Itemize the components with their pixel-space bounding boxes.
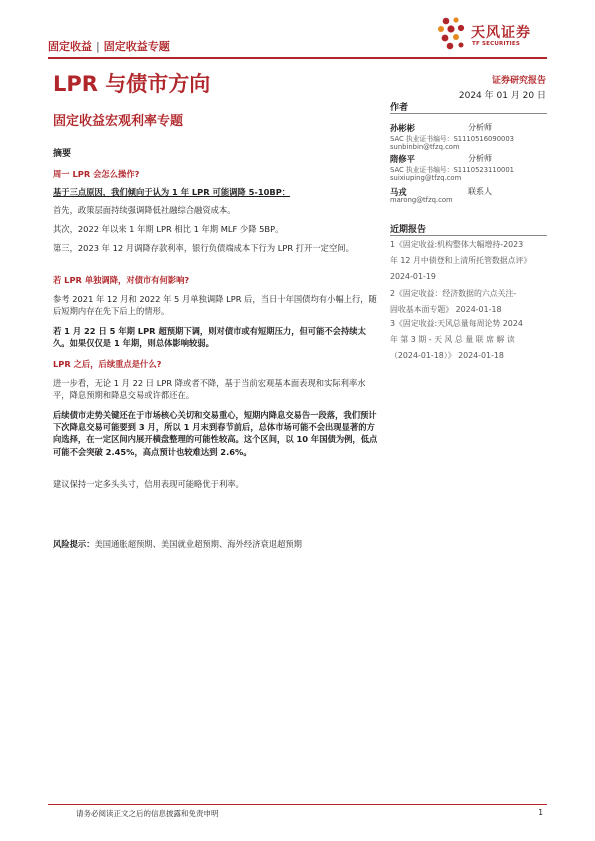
tf-logo-mark-icon xyxy=(437,16,467,52)
author-email[interactable]: sunbinbin@tfzq.com xyxy=(390,143,460,151)
company-logo xyxy=(437,16,549,54)
footer-divider xyxy=(48,804,547,805)
category-separator: | xyxy=(96,40,100,53)
footer-disclaimer: 请务必阅读正文之后的信息披露和免责申明 xyxy=(76,809,219,818)
risk-warning xyxy=(53,538,302,550)
recent-report-line: 固收基本面专题》 2024-01-18 xyxy=(390,305,502,315)
reason-1: 首先，政策层面持续强调降低社融综合融资成本。 xyxy=(53,205,236,215)
recent-report-line: 年 第 3 期 - 天 风 总 量 联 席 解 读 xyxy=(390,335,515,345)
author-email[interactable]: suixiuping@tfzq.com xyxy=(390,174,462,182)
author-name: 马戎 xyxy=(390,187,407,197)
suggestion: 建议保持一定多头头寸，信用表现可能略优于利率。 xyxy=(53,479,244,489)
author-role: 联系人 xyxy=(468,187,492,196)
risk-text: 美国通胀超预期、美国就业超预期、海外经济衰退超预期 xyxy=(94,539,302,549)
author-sac: SAC 执业证书编号：S1110523110001 xyxy=(390,166,514,174)
author-role: 分析师 xyxy=(468,154,492,163)
author-email[interactable]: marong@tfzq.com xyxy=(390,196,453,204)
impact-judgement: 若 1 月 22 日 5 年期 LPR 超预期下调，则对债市或有短期压力，但可能不会持续太久。如果仅仅是 1 年期，则总体影响较弱。 xyxy=(53,326,366,349)
question-1: 周一 LPR 会怎么操作? xyxy=(53,169,140,179)
report-category xyxy=(48,38,170,54)
risk-label: 风险提示： xyxy=(53,539,95,549)
recent-report-line: 年 12 月中债登和上清所托管数据点评》 xyxy=(390,256,532,266)
recent-report-item[interactable] xyxy=(390,237,547,286)
page-number: 1 xyxy=(538,808,543,817)
author-name: 隋修平 xyxy=(390,154,415,164)
recent-report-item[interactable] xyxy=(390,286,547,318)
summary-heading: 摘要 xyxy=(53,149,72,159)
category-label: 固定收益 xyxy=(48,40,92,53)
reason-2: 其次，2022 年以来 1 年期 LPR 相比 1 年期 MLF 少降 5BP。 xyxy=(53,224,284,234)
report-type: 证券研究报告 xyxy=(491,76,546,86)
report-subtitle: 固定收益宏观利率专题 xyxy=(53,114,184,129)
recent-report-line: （2024-01-18）》 2024-01-18 xyxy=(390,351,504,361)
outlook-2: 后续债市走势关键还在于市场核心关切和交易重心，短期内降息交易告一段落，我们预计下次降息交易可能要到 3 月，所以 1 月末到春节前后，总体市场可能不会出现显著的方向选择，在一定区间内展开横盘整理的可能性较高。这个区间，以 10 年国债为例，低点可能不会突破 2.45%，高点预计也较难达到 2.6%。 xyxy=(53,410,378,457)
question-3: LPR 之后，后续重点是什么? xyxy=(53,359,162,369)
subcategory-label: 固定收益专题 xyxy=(103,40,170,53)
reason-3: 第三，2023 年 12 月调降存款利率，银行负债端成本下行为 LPR 打开一定空间。 xyxy=(53,243,354,253)
author-sac: SAC 执业证书编号：S1110516090003 xyxy=(390,135,514,143)
recent-report-line: 《固定收益:天风总量每周论势 2024 xyxy=(395,319,523,328)
recent-report-num: 2 xyxy=(390,289,396,298)
report-date: 2024 年 01 月 20 日 xyxy=(458,91,546,101)
recent-report-num: 1 xyxy=(390,240,396,249)
recent-report-line: 《固定收益:机构整体大幅增持-2023 xyxy=(395,240,524,249)
report-title: LPR 与债市方向 xyxy=(53,72,211,96)
recent-report-date: 2024-01-19 xyxy=(390,272,436,282)
recent-report-num: 3 xyxy=(390,319,396,328)
outlook-1: 进一步看，无论 1 月 22 日 LPR 降或者不降，基于当前宏观基本面表现和实际利率水平，降息预期和降息交易或许都还在。 xyxy=(53,378,366,401)
recent-reports-heading: 近期报告 xyxy=(390,222,547,236)
impact-history: 参考 2021 年 12 月和 2022 年 5 月单独调降 LPR 后，当日十年国债均有小幅上行，随后短期内存在先下后上的情形。 xyxy=(53,294,377,317)
recent-report-line: 《固定收益：经济数据的六点关注- xyxy=(395,289,517,298)
author-role: 分析师 xyxy=(468,123,492,132)
reason-lead: 基于三点原因，我们倾向于认为 1 年 LPR 可能调降 5-10BP： xyxy=(53,187,291,197)
logo-name-cn: 天风证券 xyxy=(471,25,531,41)
question-2: 若 LPR 单独调降，对债市有何影响? xyxy=(53,275,190,285)
header-divider xyxy=(48,57,547,59)
author-name: 孙彬彬 xyxy=(390,123,415,133)
authors-heading: 作者 xyxy=(390,100,547,114)
recent-report-item[interactable] xyxy=(390,316,547,365)
logo-name-en: TF SECURITIES xyxy=(472,41,521,47)
